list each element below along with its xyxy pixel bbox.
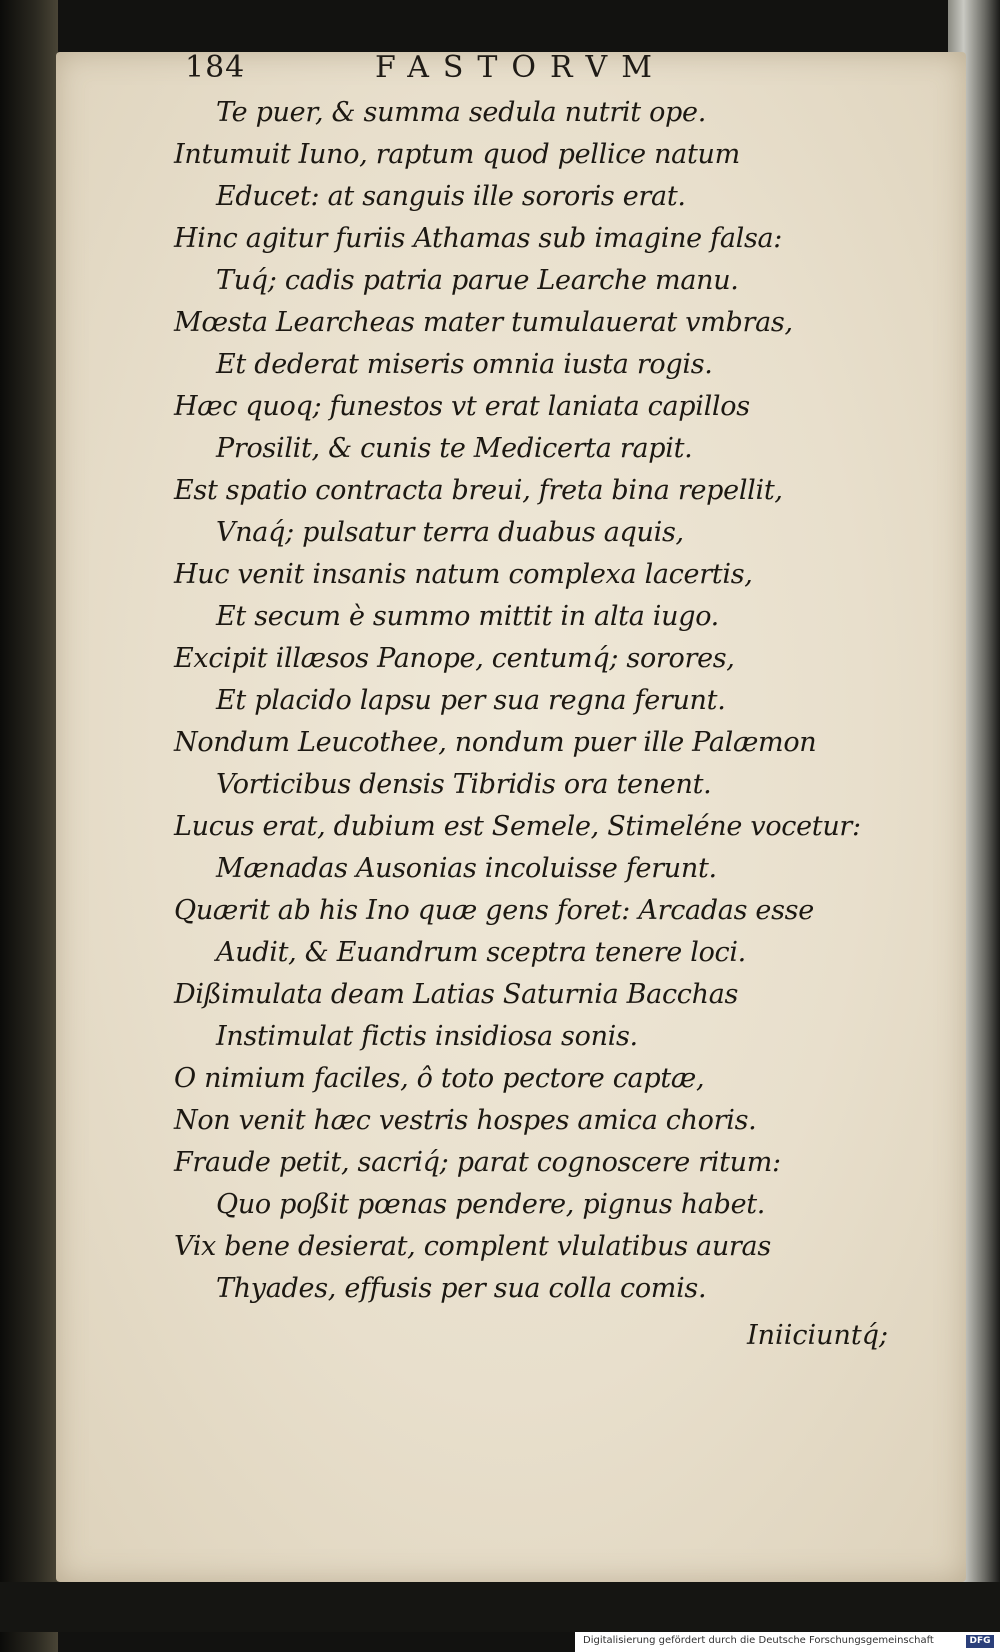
verse-line: Non venit hæc vestris hospes amica choris. xyxy=(174,1105,757,1136)
verse-block xyxy=(174,92,894,1310)
scan-background xyxy=(0,1582,1000,1632)
digitization-footer xyxy=(575,1632,1000,1652)
verse-line: Te puer, & summa sedula nutrit ope. xyxy=(216,97,707,128)
verse-line: Instimulat fictis insidiosa sonis. xyxy=(216,1021,638,1052)
verse-line: Prosilit, & cunis te Medicerta rapit. xyxy=(216,433,693,464)
verse-line: Nondum Leucothee, nondum puer ille Palæmon xyxy=(174,727,817,758)
verse-line: Est spatio contracta breui, freta bina repellit, xyxy=(174,475,783,506)
verse-line: Et dederat miseris omnia iusta rogis. xyxy=(216,349,713,380)
verse-line: Vix bene desierat, complent vlulatibus auras xyxy=(174,1231,771,1262)
verse-line: O nimium faciles, ô toto pectore captæ, xyxy=(174,1063,705,1094)
verse-line: Hæc quoq; funestos vt erat laniata capillos xyxy=(174,391,750,422)
verse-line: Mœsta Learcheas mater tumulauerat vmbras, xyxy=(174,307,793,338)
verse-line: Mænadas Ausonias incoluisse ferunt. xyxy=(216,853,717,884)
page-number: 184 xyxy=(185,50,246,85)
footer-credit: Digitalisierung gefördert durch die Deutsche Forschungsgemeinschaft xyxy=(583,1635,934,1646)
verse-line: Excipit illæsos Panope, centumq́; sorores, xyxy=(174,643,735,674)
verse-line: Quærit ab his Ino quæ gens foret: Arcadas esse xyxy=(174,895,814,926)
verse-line: Tuq́; cadis patria parue Learche manu. xyxy=(216,265,739,296)
catchword: Iniiciuntq́; xyxy=(747,1320,889,1351)
verse-line: Vorticibus densis Tibridis ora tenent. xyxy=(216,769,712,800)
verse-line: Vnaq́; pulsatur terra duabus aquis, xyxy=(216,517,684,548)
running-head: FASTORVM xyxy=(375,50,666,85)
verse-line: Thyades, effusis per sua colla comis. xyxy=(216,1273,707,1304)
verse-line: Et secum è summo mittit in alta iugo. xyxy=(216,601,719,632)
verse-line: Hinc agitur furiis Athamas sub imagine falsa: xyxy=(174,223,783,254)
book-gutter xyxy=(0,0,58,1652)
verse-line: Dißimulata deam Latias Saturnia Bacchas xyxy=(174,979,739,1010)
verse-line: Intumuit Iuno, raptum quod pellice natum xyxy=(174,139,740,170)
dfg-logo: DFG xyxy=(966,1635,994,1648)
verse-line: Quo poßit pœnas pendere, pignus habet. xyxy=(216,1189,766,1220)
verse-line: Huc venit insanis natum complexa lacertis, xyxy=(174,559,753,590)
verse-line: Fraude petit, sacriq́; parat cognoscere ritum: xyxy=(174,1147,781,1178)
verse-line: Educet: at sanguis ille sororis erat. xyxy=(216,181,686,212)
verse-line: Et placido lapsu per sua regna ferunt. xyxy=(216,685,726,716)
verse-line: Audit, & Euandrum sceptra tenere loci. xyxy=(216,937,746,968)
verse-line: Lucus erat, dubium est Semele, Stimeléne vocetur: xyxy=(174,811,861,842)
